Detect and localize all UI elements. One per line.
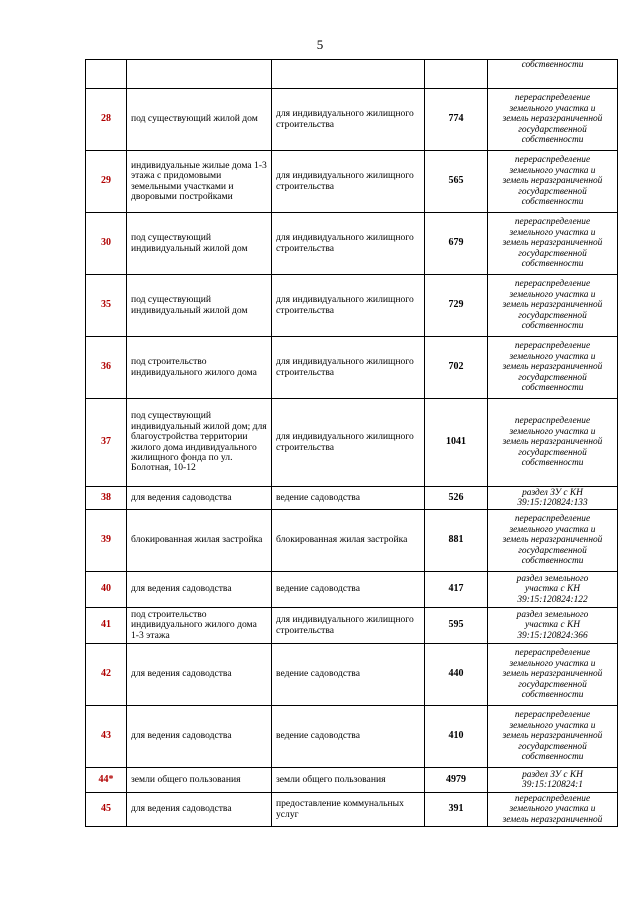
- cell-note-text: перераспределение земельного участка и земель неразграниченной государственной собственности: [502, 514, 603, 567]
- cell-note: [488, 60, 618, 89]
- table-row: [86, 572, 618, 608]
- cell-purpose: [127, 487, 272, 510]
- cell-area: [425, 399, 488, 487]
- cell-purpose-text: для ведения садоводства: [131, 583, 232, 595]
- cell-use: [272, 151, 425, 213]
- cell-num-text: 38: [101, 491, 111, 503]
- cell-num: [86, 89, 127, 151]
- cell-area: [425, 487, 488, 510]
- cell-use: [272, 337, 425, 399]
- cell-purpose: [127, 793, 272, 827]
- cell-note-text: раздел ЗУ с КН 39:15:120824:1: [522, 769, 583, 790]
- cell-num: [86, 60, 127, 89]
- cell-purpose-text: под строительство индивидуального жилого дома: [131, 356, 257, 378]
- cell-use: [272, 487, 425, 510]
- table-row: [86, 487, 618, 510]
- cell-area-text: 729: [448, 299, 464, 311]
- cell-note: [488, 572, 618, 608]
- cell-use: [272, 608, 425, 644]
- cell-use: [272, 768, 425, 793]
- cell-note: [488, 793, 618, 827]
- cell-use: [272, 275, 425, 337]
- cell-num-text: 39: [101, 534, 111, 546]
- cell-purpose-text: индивидуальные жилые дома 1-3 этажа с придомовыми земельными участками и дворовыми постройками: [131, 159, 267, 202]
- cell-area: [425, 337, 488, 399]
- cell-note-text: перераспределение земельного участка и земель неразграниченной государственной собственности: [502, 416, 603, 469]
- table-row: [86, 644, 618, 706]
- cell-num: [86, 487, 127, 510]
- cell-area: [425, 213, 488, 275]
- cell-area-text: 881: [448, 534, 464, 546]
- table-row-continued: [86, 60, 618, 89]
- cell-use-text: ведение садоводства: [276, 668, 360, 680]
- cell-num: [86, 644, 127, 706]
- cell-num: [86, 572, 127, 608]
- cell-area-text: 565: [448, 175, 464, 187]
- cell-use-text: для индивидуального жилищного строительства: [276, 614, 414, 636]
- table-row: [86, 768, 618, 793]
- cell-area: [425, 572, 488, 608]
- cell-use: [272, 89, 425, 151]
- cell-note: [488, 151, 618, 213]
- cell-num-text: 37: [101, 436, 111, 448]
- table-row: [86, 510, 618, 572]
- cell-note-text: перераспределение земельного участка и земель неразграниченной государственной собственности: [502, 93, 603, 146]
- cell-purpose-text: для ведения садоводства: [131, 491, 232, 503]
- cell-purpose-text: земли общего пользования: [131, 773, 241, 785]
- cell-area: [425, 151, 488, 213]
- cell-purpose: [127, 89, 272, 151]
- cell-area-text: 417: [448, 583, 464, 595]
- cell-note-text: перераспределение земельного участка и земель неразграниченной государственной собственности: [502, 217, 603, 270]
- cell-num-text: 45: [101, 803, 111, 815]
- cell-num: [86, 706, 127, 768]
- cell-use: [272, 572, 425, 608]
- cell-note-text: перераспределение земельного участка и земель неразграниченной государственной собственности: [502, 155, 603, 208]
- cell-purpose: [127, 60, 272, 89]
- table-row: [86, 399, 618, 487]
- cell-area-text: 526: [448, 491, 464, 503]
- cell-use: [272, 644, 425, 706]
- cell-note-text: перераспределение земельного участка и земель неразграниченной: [502, 793, 603, 825]
- cell-num-text: 42: [101, 668, 111, 680]
- cell-note-text: раздел земельного участка с КН 39:15:120824:366: [516, 609, 589, 641]
- cell-num: [86, 275, 127, 337]
- cell-purpose: [127, 768, 272, 793]
- cell-area: [425, 89, 488, 151]
- cell-use-text: для индивидуального жилищного строительства: [276, 356, 414, 378]
- cell-area-text: 679: [448, 237, 464, 249]
- cell-purpose: [127, 608, 272, 644]
- cell-use: [272, 793, 425, 827]
- cell-note: [488, 89, 618, 151]
- cell-area: [425, 768, 488, 793]
- cell-num: [86, 151, 127, 213]
- cell-use-text: блокированная жилая застройка: [276, 534, 408, 546]
- cell-note: [488, 275, 618, 337]
- cell-area-text: 702: [448, 361, 464, 373]
- cell-purpose: [127, 151, 272, 213]
- cell-use: [272, 510, 425, 572]
- table-row: [86, 89, 618, 151]
- cell-num: [86, 510, 127, 572]
- cell-purpose-text: для ведения садоводства: [131, 730, 232, 742]
- cell-num-text: 44*: [98, 773, 114, 785]
- cell-area-text: 440: [448, 668, 464, 680]
- cell-use-text: ведение садоводства: [276, 583, 360, 595]
- cell-num: [86, 213, 127, 275]
- cell-note: [488, 213, 618, 275]
- cell-purpose-text: для ведения садоводства: [131, 803, 232, 815]
- table-row: [86, 793, 618, 827]
- cell-area-text: 774: [448, 113, 464, 125]
- cell-note: [488, 768, 618, 793]
- cell-area-text: 1041: [446, 436, 466, 448]
- cell-note: [488, 487, 618, 510]
- cell-use-text: предоставление коммунальных услуг: [276, 798, 404, 820]
- cell-purpose-text: для ведения садоводства: [131, 668, 232, 680]
- cell-purpose-text: под существующий индивидуальный жилой дом: [131, 232, 248, 254]
- cell-purpose: [127, 213, 272, 275]
- table-row: [86, 706, 618, 768]
- cell-purpose-text: блокированная жилая застройка: [131, 534, 263, 546]
- note-text: собственности: [521, 60, 584, 70]
- cell-use-text: для индивидуального жилищного строительства: [276, 294, 414, 316]
- cell-use: [272, 213, 425, 275]
- cell-purpose: [127, 572, 272, 608]
- cell-purpose: [127, 706, 272, 768]
- cell-num: [86, 793, 127, 827]
- cell-num-text: 41: [101, 619, 111, 631]
- cell-area-text: 391: [448, 803, 464, 815]
- cell-num: [86, 337, 127, 399]
- cell-area-text: 410: [448, 730, 464, 742]
- cell-note: [488, 510, 618, 572]
- page-number: 5: [316, 37, 324, 52]
- cell-area: [425, 275, 488, 337]
- cell-note-text: раздел земельного участка с КН 39:15:120824:122: [516, 573, 589, 605]
- cell-num-text: 40: [101, 583, 111, 595]
- cell-use: [272, 399, 425, 487]
- cell-use-text: ведение садоводства: [276, 730, 360, 742]
- table-row: [86, 275, 618, 337]
- cell-note-text: раздел ЗУ с КН 39:15:120824:133: [517, 487, 588, 508]
- cell-note: [488, 399, 618, 487]
- cell-num-text: 28: [101, 113, 111, 125]
- cell-area: [425, 608, 488, 644]
- cell-purpose: [127, 399, 272, 487]
- cell-purpose: [127, 337, 272, 399]
- cell-note-text: перераспределение земельного участка и земель неразграниченной государственной собственности: [502, 710, 603, 763]
- table-row: [86, 337, 618, 399]
- cell-purpose-text: под существующий жилой дом: [131, 113, 258, 125]
- cell-note: [488, 608, 618, 644]
- cell-note-text: перераспределение земельного участка и земель неразграниченной государственной собственности: [502, 648, 603, 701]
- cell-use-text: для индивидуального жилищного строительства: [276, 431, 414, 453]
- cell-num: [86, 399, 127, 487]
- cell-num-text: 43: [101, 730, 111, 742]
- cell-area: [425, 60, 488, 89]
- cell-area-text: 4979: [446, 773, 466, 785]
- cell-use-text: ведение садоводства: [276, 491, 360, 503]
- cell-note-text: перераспределение земельного участка и земель неразграниченной государственной собственности: [502, 341, 603, 394]
- cell-area: [425, 644, 488, 706]
- table-row: [86, 151, 618, 213]
- cell-num: [86, 608, 127, 644]
- cell-area: [425, 706, 488, 768]
- cell-num-text: 35: [101, 299, 111, 311]
- cell-use: [272, 706, 425, 768]
- cell-note: [488, 706, 618, 768]
- cell-area: [425, 510, 488, 572]
- table-row: [86, 213, 618, 275]
- cell-num: [86, 768, 127, 793]
- cell-use: [272, 60, 425, 89]
- cell-area-text: 595: [448, 619, 464, 631]
- cell-purpose-text: под существующий индивидуальный жилой дом: [131, 294, 248, 316]
- cell-note: [488, 644, 618, 706]
- cell-purpose: [127, 510, 272, 572]
- cell-use-text: земли общего пользования: [276, 773, 386, 785]
- cell-purpose: [127, 644, 272, 706]
- land-plots-table: [85, 59, 618, 827]
- cell-num-text: 30: [101, 237, 111, 249]
- table-row: [86, 608, 618, 644]
- cell-note-text: перераспределение земельного участка и земель неразграниченной государственной собственности: [502, 279, 603, 332]
- cell-purpose-text: под строительство индивидуального жилого дома 1-3 этажа: [131, 608, 257, 641]
- cell-use-text: для индивидуального жилищного строительства: [276, 170, 414, 192]
- cell-use-text: для индивидуального жилищного строительства: [276, 232, 414, 254]
- cell-area: [425, 793, 488, 827]
- cell-num-text: 29: [101, 175, 111, 187]
- cell-num-text: 36: [101, 361, 111, 373]
- cell-use-text: для индивидуального жилищного строительства: [276, 108, 414, 130]
- cell-purpose: [127, 275, 272, 337]
- cell-note: [488, 337, 618, 399]
- cell-purpose-text: под существующий индивидуальный жилой дом; для благоустройства территории жилого дома индивидуального жилищного фонда по ул. Болотная, 10-12: [131, 410, 267, 474]
